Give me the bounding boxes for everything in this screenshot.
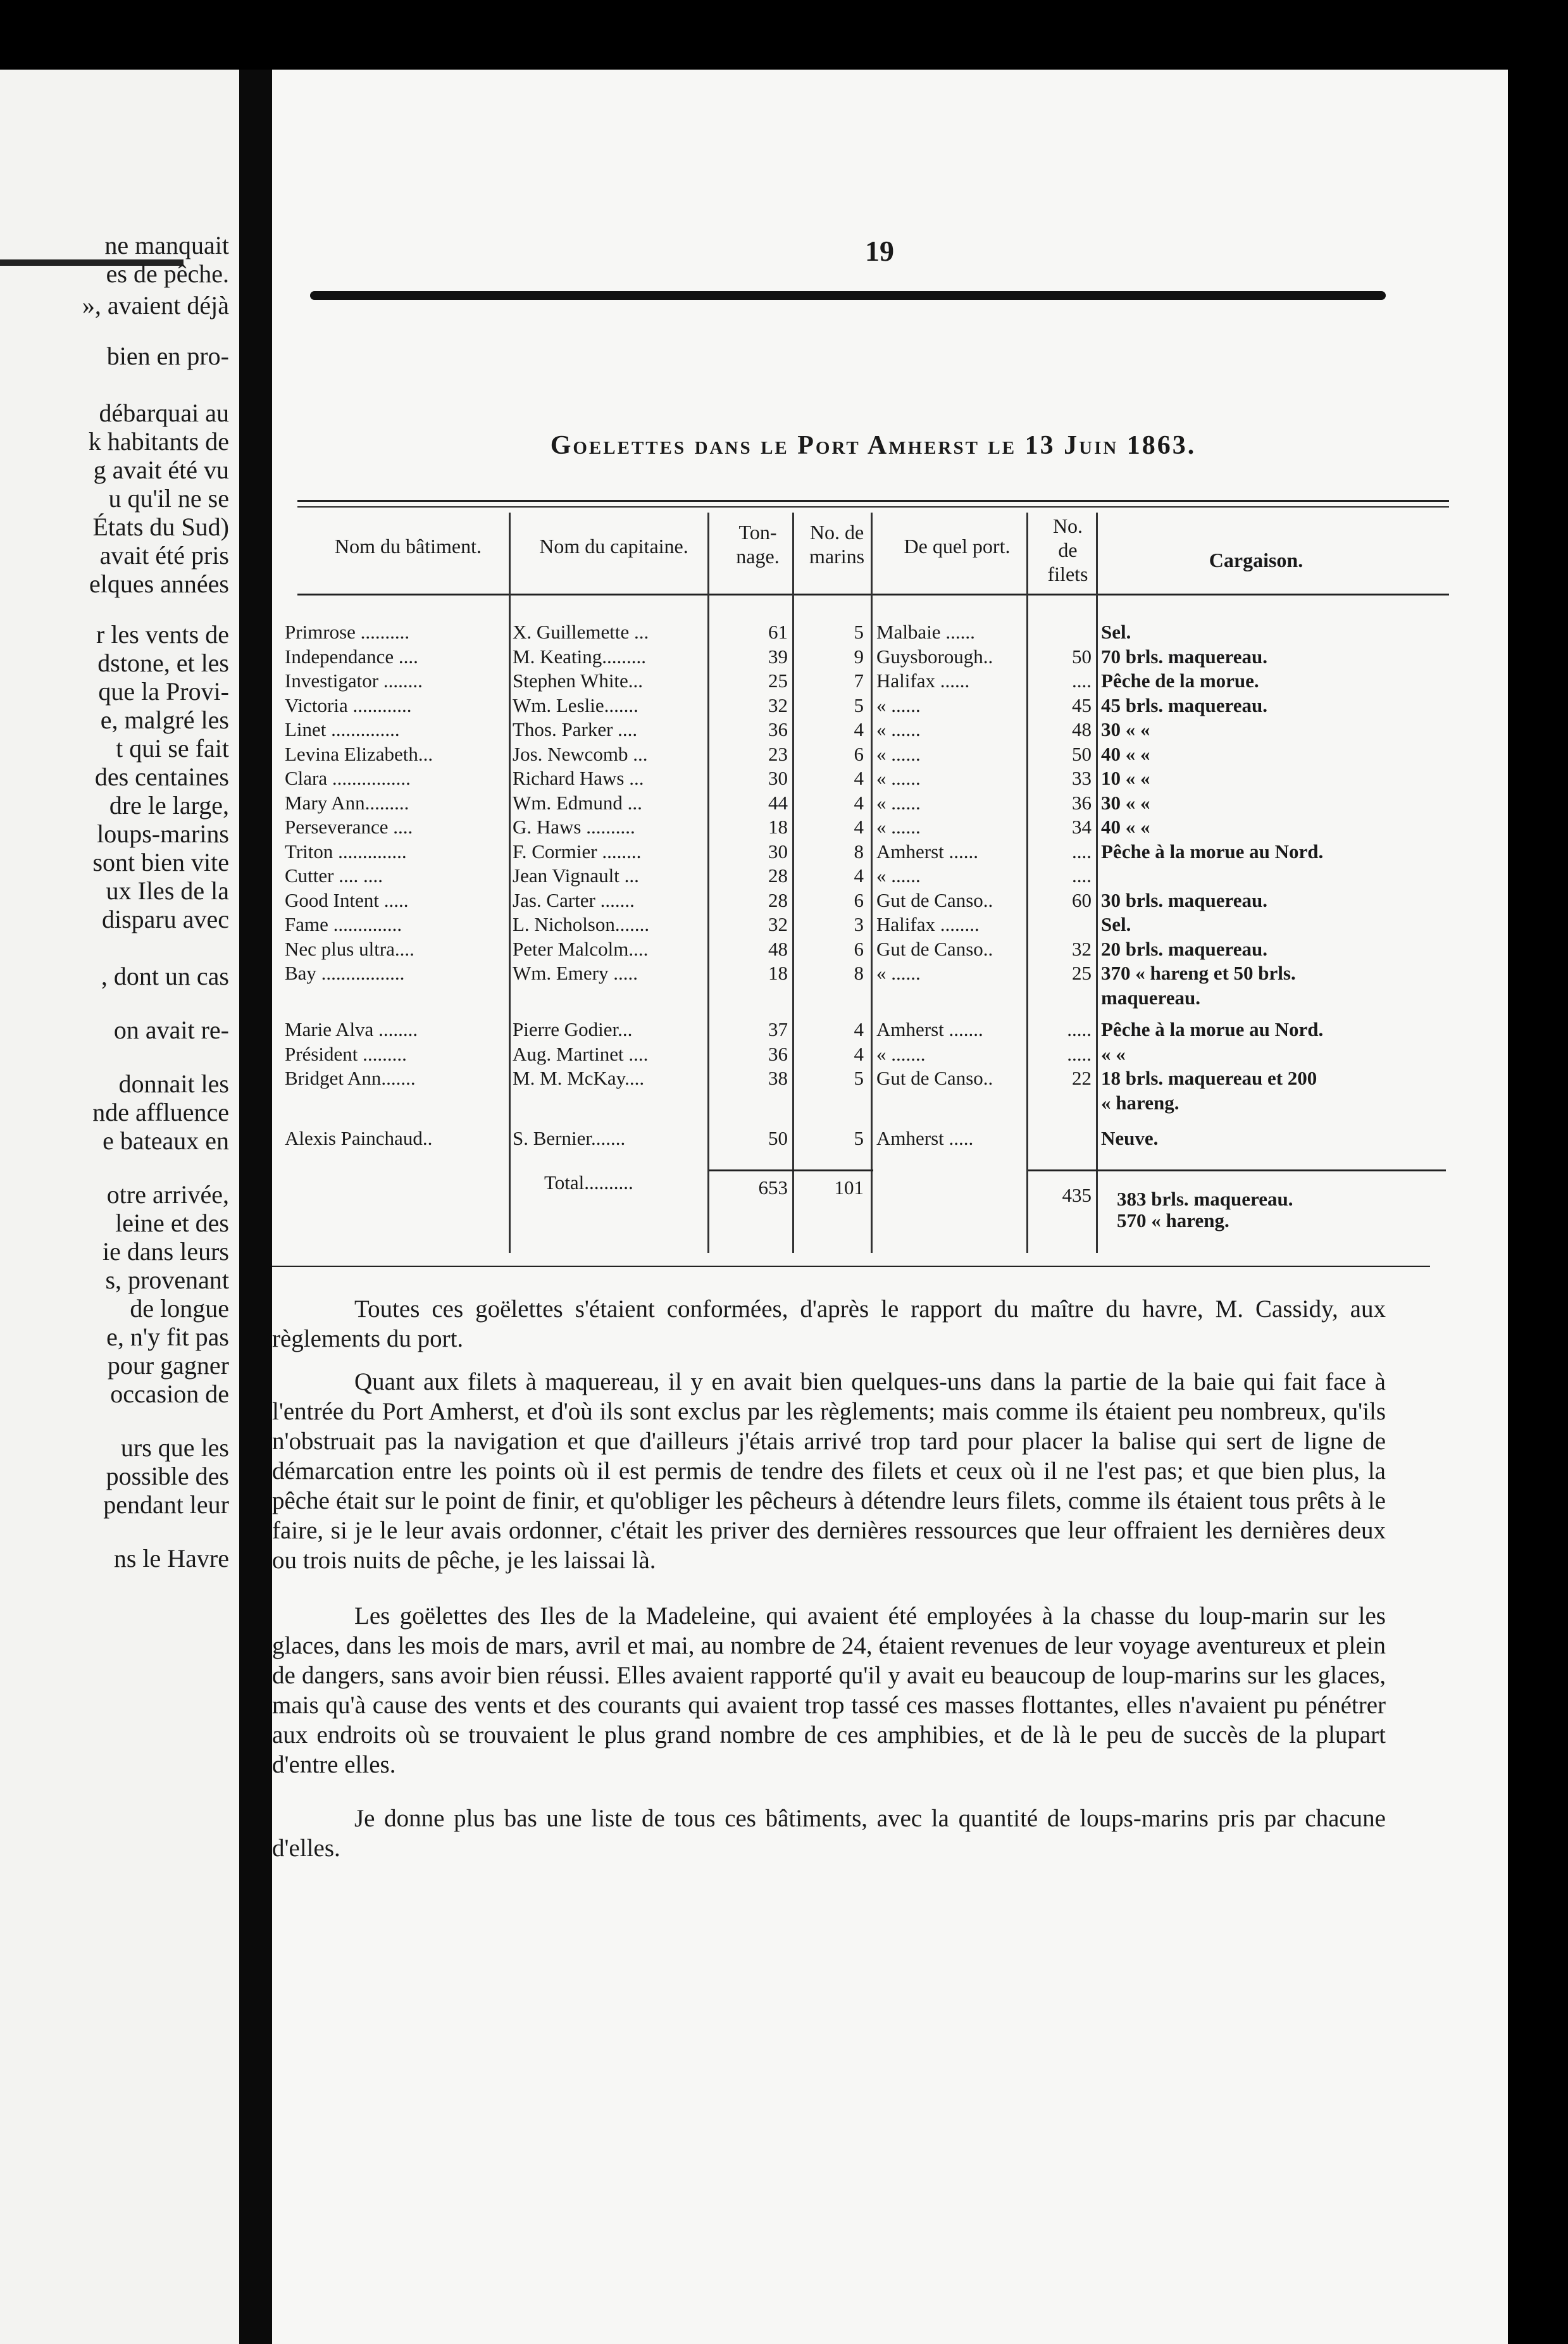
facing-page-line: que la Provi- (98, 677, 229, 706)
cell-cargo: « « (1101, 1042, 1126, 1065)
cell-cargo: 40 « « (1101, 816, 1150, 838)
paragraph-1: Toutes ces goëlettes s'étaient conformées, d'après le rapport du maître du havre, M. Cassidy, aux règlements du port. (272, 1295, 1386, 1352)
cell-tonnage: 28 (768, 888, 788, 911)
cell-captain: S. Bernier....... (513, 1127, 626, 1149)
facing-page-line: leine et des (115, 1209, 229, 1237)
header-bottom-rule (297, 594, 1449, 595)
cell-cargo: 20 brls. maquereau. (1101, 937, 1267, 960)
col-rule-6 (1096, 513, 1098, 1253)
cell-nets: 33 (1072, 767, 1092, 789)
facing-page-line: t qui se fait (116, 734, 229, 763)
cell-cargo: Neuve. (1101, 1127, 1159, 1149)
facing-page-line: occasion de (110, 1380, 229, 1408)
page-number: 19 (865, 235, 894, 267)
cell-nets: 36 (1072, 791, 1092, 814)
facing-page-line: e bateaux en (103, 1126, 229, 1155)
cell-cargo: 30 « « (1101, 791, 1150, 814)
cell-ship: Cutter .... .... (285, 864, 383, 887)
cell-nets: 50 (1072, 645, 1092, 668)
cell-nets: 22 (1072, 1067, 1092, 1089)
cell-nets: 60 (1072, 888, 1092, 911)
cell-sailors: 7 (854, 670, 864, 692)
total-rule-right (1028, 1169, 1446, 1171)
cell-tonnage: 32 (768, 913, 788, 935)
cell-captain: Jean Vignault ... (513, 864, 639, 887)
facing-page-line: débarquai au (99, 399, 229, 427)
col-rule-4 (871, 513, 873, 1253)
header-sailors-2: marins (809, 545, 865, 568)
total-rule-left (709, 1169, 873, 1171)
facing-page-line: loups-marins (97, 820, 229, 848)
total-nets: 435 (1062, 1184, 1092, 1206)
cell-tonnage: 50 (768, 1127, 788, 1149)
cell-nets: ..... (1067, 1018, 1092, 1040)
cell-ship: Independance .... (285, 645, 418, 668)
cell-captain: Stephen White... (513, 670, 644, 692)
cell-tonnage: 23 (768, 742, 788, 765)
cell-sailors: 5 (854, 1127, 864, 1149)
cell-cargo: 18 brls. maquereau et 200 (1101, 1067, 1317, 1089)
total-cargo-2: 570 « hareng. (1117, 1209, 1229, 1231)
cell-cargo: 40 « « (1101, 742, 1150, 765)
cell-tonnage: 48 (768, 937, 788, 960)
facing-page-line: pour gagner (107, 1351, 229, 1380)
facing-page-line: », avaient déjà (82, 291, 229, 320)
cell-captain: Wm. Leslie....... (513, 694, 638, 716)
cell-sailors: 5 (854, 694, 864, 716)
cell-ship: Nec plus ultra.... (285, 937, 414, 960)
facing-page-line: bien en pro- (106, 342, 229, 370)
header-captain: Nom du capitaine. (539, 535, 688, 558)
facing-page-line: elques années (89, 570, 229, 598)
cell-cargo: 70 brls. maquereau. (1101, 645, 1267, 668)
facing-page-line: ns le Havre (113, 1544, 229, 1573)
header-cargo-label: Cargaison. (1209, 549, 1304, 571)
facing-page-line: ux Iles de la (106, 876, 229, 905)
cell-sailors: 8 (854, 962, 864, 984)
cell-cargo: 30 brls. maquereau. (1101, 888, 1267, 911)
cell-ship: Primrose .......... (285, 621, 410, 643)
cell-tonnage: 18 (768, 962, 788, 984)
facing-page-line: avait été pris (99, 541, 229, 570)
cell-port: Guysborough.. (876, 645, 993, 668)
facing-page (0, 70, 240, 2344)
total-label: Total.......... (544, 1171, 633, 1194)
facing-page-line: k habitants de (88, 427, 229, 456)
facing-page-line: e, malgré les (100, 706, 229, 734)
cell-cargo: 30 « « (1101, 718, 1150, 740)
facing-page-line: u qu'il ne se (108, 484, 229, 513)
facing-page-line: s, provenant (105, 1266, 229, 1294)
cell-captain: M. Keating......... (513, 645, 646, 668)
cell-cargo: Pêche à la morue au Nord. (1101, 840, 1324, 863)
header-ship: Nom du bâtiment. (335, 535, 482, 558)
cell-tonnage: 38 (768, 1067, 788, 1089)
facing-page-line: r les vents de (96, 620, 229, 649)
header-sailors-1: No. de (809, 521, 864, 544)
cell-port: « ...... (876, 816, 921, 838)
cell-cargo: Pêche de la morue. (1101, 670, 1259, 692)
cell-tonnage: 36 (768, 1042, 788, 1065)
facing-page-line: g avait été vu (93, 456, 229, 484)
cell-ship: Alexis Painchaud.. (285, 1127, 433, 1149)
cell-port: Amherst ..... (876, 1127, 974, 1149)
facing-page-line: sont bien vite (92, 848, 229, 876)
facing-page-line: es de pêche. (106, 259, 229, 288)
cell-nets: 34 (1072, 816, 1092, 838)
table-top-rule-2 (297, 506, 1449, 508)
facing-page-line: ie dans leurs (103, 1237, 229, 1266)
cell-tonnage: 30 (768, 767, 788, 789)
table-top-rule (297, 500, 1449, 502)
cell-nets: 45 (1072, 694, 1092, 716)
cell-nets: 32 (1072, 937, 1092, 960)
cell-nets: ..... (1067, 1042, 1092, 1065)
paragraph-4: Je donne plus bas une liste de tous ces bâtiments, avec la quantité de loups-marins pris par chacune d'elles. (272, 1805, 1386, 1862)
cell-cargo: 45 brls. maquereau. (1101, 694, 1267, 716)
cell-tonnage: 61 (768, 621, 788, 643)
facing-page-line: dstone, et les (97, 649, 229, 677)
cell-captain: F. Cormier ........ (513, 840, 642, 863)
cell-port: Malbaie ...... (876, 621, 975, 643)
cell-ship: Levina Elizabeth... (285, 742, 433, 765)
cell-port: « ...... (876, 767, 921, 789)
cell-tonnage: 25 (768, 670, 788, 692)
cell-sailors: 4 (854, 1042, 864, 1065)
cell-ship: Bay ................. (285, 962, 405, 984)
cell-port: Amherst ...... (876, 840, 979, 863)
cell-sailors: 4 (854, 791, 864, 814)
header-tonnage-2: nage. (736, 545, 780, 568)
cell-sailors: 6 (854, 888, 864, 911)
cell-cargo: Sel. (1101, 913, 1131, 935)
cell-tonnage: 18 (768, 816, 788, 838)
cell-tonnage: 32 (768, 694, 788, 716)
facing-page-line: États du Sud) (92, 513, 229, 541)
facing-page-line: des centaines (94, 763, 229, 791)
cell-sailors: 4 (854, 1018, 864, 1040)
cell-cargo: Pêche à la morue au Nord. (1101, 1018, 1324, 1040)
cell-ship: Mary Ann......... (285, 791, 409, 814)
cell-port: Halifax ...... (876, 670, 970, 692)
cell-ship: Triton .............. (285, 840, 407, 863)
cell-tonnage: 44 (768, 791, 788, 814)
cell-sailors: 4 (854, 718, 864, 740)
cell-captain: Aug. Martinet .... (513, 1042, 649, 1065)
facing-page-line: on avait re- (113, 1016, 229, 1044)
cell-cargo: « hareng. (1101, 1091, 1179, 1114)
cell-captain: Wm. Emery ..... (513, 962, 638, 984)
facing-page-line: dre le large, (109, 791, 229, 820)
header-nets-3: filets (1047, 563, 1088, 585)
header-tonnage-1: Ton- (738, 521, 777, 544)
cell-captain: Jos. Newcomb ... (513, 742, 648, 765)
cell-port: « ...... (876, 718, 921, 740)
cell-captain: Pierre Godier... (513, 1018, 633, 1040)
cell-ship: Linet .............. (285, 718, 400, 740)
header-nets-2: de (1058, 539, 1078, 561)
cell-port: Amherst ....... (876, 1018, 983, 1040)
header-cargo (1098, 549, 1414, 571)
cell-cargo: 370 « hareng et 50 brls. (1101, 962, 1296, 984)
paragraph-3: Les goëlettes des Iles de la Madeleine, qui avaient été employées à la chasse du loup-marin sur les glaces, dans les mois de mars, avril et mai, au nombre de 24, étaient revenues de leur voyage aventureux et plein de dangers, sans avoir bien réussi. Elles avaient rapporté qu'il y avait eu beaucoup de loup-marins sur les glaces, mais qu'à cause des vents et des courants qui avaient trop tassé ces masses flottantes, elles n'avaient pu pénétrer aux endroits où se trouvaient le plus grand nombre de ces amphibies, et de là le peu de succès de la plupart d'entre elles. (272, 1602, 1386, 1778)
facing-page-line: urs que les (120, 1433, 229, 1462)
cell-port: Halifax ........ (876, 913, 980, 935)
cell-ship: Bridget Ann....... (285, 1067, 416, 1089)
cell-nets: 25 (1072, 962, 1092, 984)
facing-page-line: de longue (130, 1294, 229, 1323)
total-cargo-1: 383 brls. maquereau. (1117, 1188, 1293, 1210)
cell-cargo: maquereau. (1101, 986, 1201, 1009)
cell-tonnage: 37 (768, 1018, 788, 1040)
facing-page-line: nde affluence (92, 1098, 229, 1126)
schooner-table (272, 70, 1508, 1272)
cell-port: Gut de Canso.. (876, 888, 993, 911)
facing-page-line: ne manquait (104, 231, 229, 259)
cell-captain: Wm. Edmund ... (513, 791, 642, 814)
cell-port: « ...... (876, 742, 921, 765)
cell-sailors: 4 (854, 864, 864, 887)
col-rule-1 (509, 513, 511, 1253)
cell-port: « ...... (876, 791, 921, 814)
facing-page-line: e, n'y fit pas (106, 1323, 229, 1351)
cell-captain: Thos. Parker .... (513, 718, 638, 740)
facing-page-line: , dont un cas (101, 962, 229, 990)
cell-ship: Victoria ............ (285, 694, 412, 716)
header-nets-1: No. (1052, 514, 1083, 537)
cell-ship: Marie Alva ........ (285, 1018, 418, 1040)
cell-sailors: 6 (854, 937, 864, 960)
page (272, 70, 1508, 2344)
cell-sailors: 5 (854, 621, 864, 643)
cell-captain: G. Haws .......... (513, 816, 635, 838)
cell-ship: Investigator ........ (285, 670, 423, 692)
cell-port: « ...... (876, 962, 921, 984)
cell-captain: M. M. McKay.... (513, 1067, 645, 1089)
cell-cargo: 10 « « (1101, 767, 1150, 789)
cell-port: « ....... (876, 1042, 926, 1065)
cell-nets: 48 (1072, 718, 1092, 740)
cell-captain: Jas. Carter ....... (513, 888, 635, 911)
cell-ship: Fame .............. (285, 913, 402, 935)
cell-ship: Président ......... (285, 1042, 407, 1065)
cell-captain: Peter Malcolm.... (513, 937, 649, 960)
header-port: De quel port. (904, 535, 1011, 558)
facing-page-line: possible des (106, 1462, 229, 1490)
cell-port: « ...... (876, 864, 921, 887)
total-sailors: 101 (834, 1176, 864, 1199)
cell-nets: 50 (1072, 742, 1092, 765)
cell-sailors: 6 (854, 742, 864, 765)
cell-port: Gut de Canso.. (876, 1067, 993, 1089)
cell-captain: L. Nicholson....... (513, 913, 650, 935)
col-rule-5 (1026, 513, 1028, 1253)
facing-page-line: pendant leur (103, 1490, 229, 1519)
cell-tonnage: 30 (768, 840, 788, 863)
book-gutter (239, 70, 272, 2344)
cell-nets: .... (1072, 670, 1092, 692)
cell-ship: Good Intent ..... (285, 888, 409, 911)
cell-tonnage: 28 (768, 864, 788, 887)
paragraph-2: Quant aux filets à maquereau, il y en avait bien quelques-uns dans la partie de la baie qui fait face à l'entrée du Port Amherst, et d'où ils sont exclus par les règlements; mais comme ils étaient peu nombreux, qu'ils n'obstruait pas la navigation et que d'ailleurs j'étais arrivé trop tard pour placer la balise qui sert de ligne de démarcation entre les points où il est permis de tendre des filets et ceux où il ne l'est pas; et que bien plus, la pêche était sur le point de finir, et qu'obliger les pêcheurs à détendre leurs filets, comme ils étaient tous prêts à le faire, si je le leur avais ordonner, c'était les priver des dernières ressources que leur offraient les dernières deux ou trois nuits de pêche, je les laissai là. (272, 1368, 1386, 1574)
total-tonnage: 653 (758, 1176, 788, 1199)
cell-nets: .... (1072, 840, 1092, 863)
cell-captain: X. Guillemette ... (513, 621, 649, 643)
cell-tonnage: 36 (768, 718, 788, 740)
page-edge-shadow (1508, 70, 1568, 2344)
cell-sailors: 4 (854, 767, 864, 789)
col-rule-2 (707, 513, 709, 1253)
table-bottom-rule (272, 1266, 1430, 1267)
cell-port: « ...... (876, 694, 921, 716)
col-rule-3 (792, 513, 794, 1253)
facing-page-line: disparu avec (101, 905, 229, 933)
cell-sailors: 4 (854, 816, 864, 838)
cell-port: Gut de Canso.. (876, 937, 993, 960)
table-title: Goelettes dans le Port Amherst le 13 Juin 1863. (550, 431, 1197, 460)
cell-cargo: Sel. (1101, 621, 1131, 643)
cell-sailors: 9 (854, 645, 864, 668)
facing-page-line: otre arrivée, (106, 1180, 229, 1209)
cell-sailors: 8 (854, 840, 864, 863)
cell-nets: .... (1072, 864, 1092, 887)
cell-ship: Perseverance .... (285, 816, 413, 838)
cell-sailors: 3 (854, 913, 864, 935)
cell-captain: Richard Haws ... (513, 767, 644, 789)
cell-sailors: 5 (854, 1067, 864, 1089)
facing-page-line: donnait les (118, 1069, 229, 1098)
cell-ship: Clara ................ (285, 767, 411, 789)
cell-tonnage: 39 (768, 645, 788, 668)
